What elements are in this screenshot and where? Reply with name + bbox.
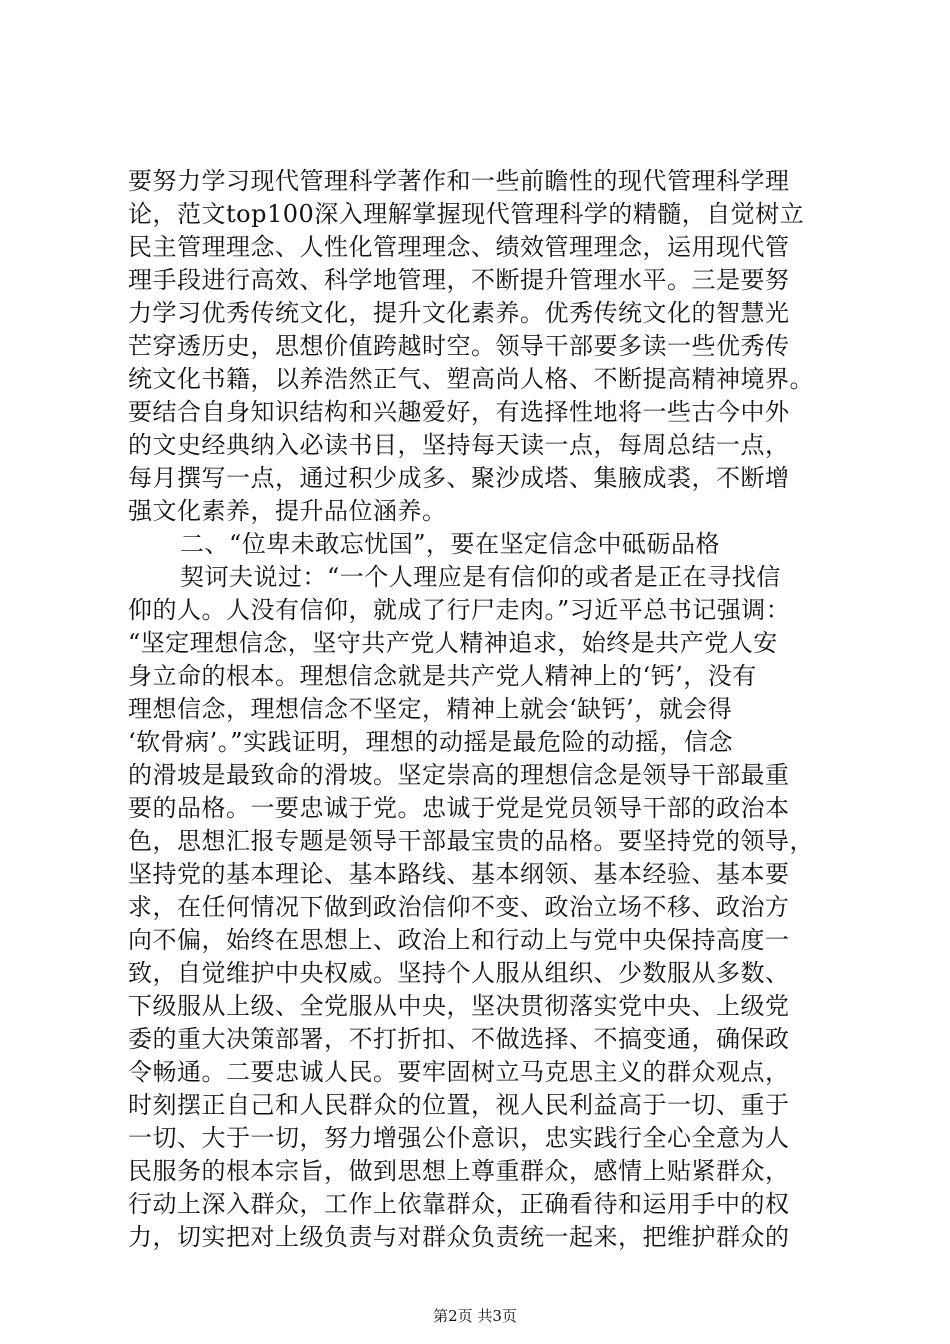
text-line: 要的品格。一要忠诚于党。忠诚于党是党员领导干部的政治本 bbox=[128, 794, 790, 822]
text-line: 仰的人。人没有信仰，就成了行尸走肉。”习近平总书记强调： bbox=[128, 596, 791, 624]
text-line: 论，范文top100深入理解掌握现代管理科学的精髓，自觉树立 bbox=[128, 200, 805, 228]
text-line: 民主管理理念、人性化管理理念、绩效管理理念，运用现代管 bbox=[128, 233, 790, 261]
text-line: 致，自觉维护中央权威。坚持个人服从组织、少数服从多数、 bbox=[128, 959, 790, 987]
text-line: 时刻摆正自己和人民群众的位置，视人民利益高于一切、重于 bbox=[128, 1091, 790, 1119]
section-heading: 二、“位卑未敢忘忧国”，要在坚定信念中砥砺品格 bbox=[180, 530, 721, 558]
text-line: 芒穿透历史，思想价值跨越时空。领导干部要多读一些优秀传 bbox=[128, 332, 790, 360]
text-line: 色，思想汇报专题是领导干部最宝贵的品格。要坚持党的领导， bbox=[128, 827, 814, 855]
text-line: 要努力学习现代管理科学著作和一些前瞻性的现代管理科学理 bbox=[128, 167, 790, 195]
text-line: 一切、大于一切，努力增强公仆意识，忠实践行全心全意为人 bbox=[128, 1124, 790, 1152]
text-line: “坚定理想信念，坚守共产党人精神追求，始终是共产党人安 bbox=[128, 629, 778, 657]
text-line: 每月撰写一点，通过积少成多、聚沙成塔、集腋成裘，不断增 bbox=[128, 464, 790, 492]
text-line: ‘软骨病’。”实践证明，理想的动摇是最危险的动摇，信念 bbox=[128, 728, 734, 756]
text-line: 身立命的根本。理想信念就是共产党人精神上的‘钙’，没有 bbox=[128, 662, 757, 690]
text-line: 行动上深入群众，工作上依靠群众，正确看待和运用手中的权 bbox=[128, 1190, 790, 1218]
text-line: 令畅通。二要忠诚人民。要牢固树立马克思主义的群众观点， bbox=[128, 1058, 790, 1086]
text-line: 向不偏，始终在思想上、政治上和行动上与党中央保持高度一 bbox=[128, 926, 790, 954]
text-line: 委的重大决策部署，不打折扣、不做选择、不搞变通，确保政 bbox=[128, 1025, 790, 1053]
text-line: 契诃夫说过：“一个人理应是有信仰的或者是正在寻找信 bbox=[180, 563, 781, 591]
text-line: 的文史经典纳入必读书目，坚持每天读一点，每周总结一点， bbox=[128, 431, 790, 459]
text-line: 求，在任何情况下做到政治信仰不变、政治立场不移、政治方 bbox=[128, 893, 790, 921]
text-line: 理想信念，理想信念不坚定，精神上就会‘缺钙’，就会得 bbox=[128, 695, 733, 723]
text-line: 力，切实把对上级负责与对群众负责统一起来，把维护群众的 bbox=[128, 1223, 790, 1251]
text-line: 的滑坡是最致命的滑坡。坚定崇高的理想信念是领导干部最重 bbox=[128, 761, 790, 789]
text-line: 坚持党的基本理论、基本路线、基本纲领、基本经验、基本要 bbox=[128, 860, 790, 888]
text-line: 理手段进行高效、科学地管理，不断提升管理水平。三是要努 bbox=[128, 266, 790, 294]
text-line: 统文化书籍，以养浩然正气、塑高尚人格、不断提高精神境界。 bbox=[128, 365, 814, 393]
text-line: 下级服从上级、全党服从中央，坚决贯彻落实党中央、上级党 bbox=[128, 992, 790, 1020]
text-line: 要结合自身知识结构和兴趣爱好，有选择性地将一些古今中外 bbox=[128, 398, 790, 426]
document-body bbox=[128, 165, 828, 1254]
text-line: 民服务的根本宗旨，做到思想上尊重群众，感情上贴紧群众， bbox=[128, 1157, 790, 1185]
text-line: 强文化素养，提升品位涵养。 bbox=[128, 497, 447, 525]
page-number-footer: 第2页 共3页 bbox=[433, 1307, 517, 1325]
text-line: 力学习优秀传统文化，提升文化素养。优秀传统文化的智慧光 bbox=[128, 299, 790, 327]
